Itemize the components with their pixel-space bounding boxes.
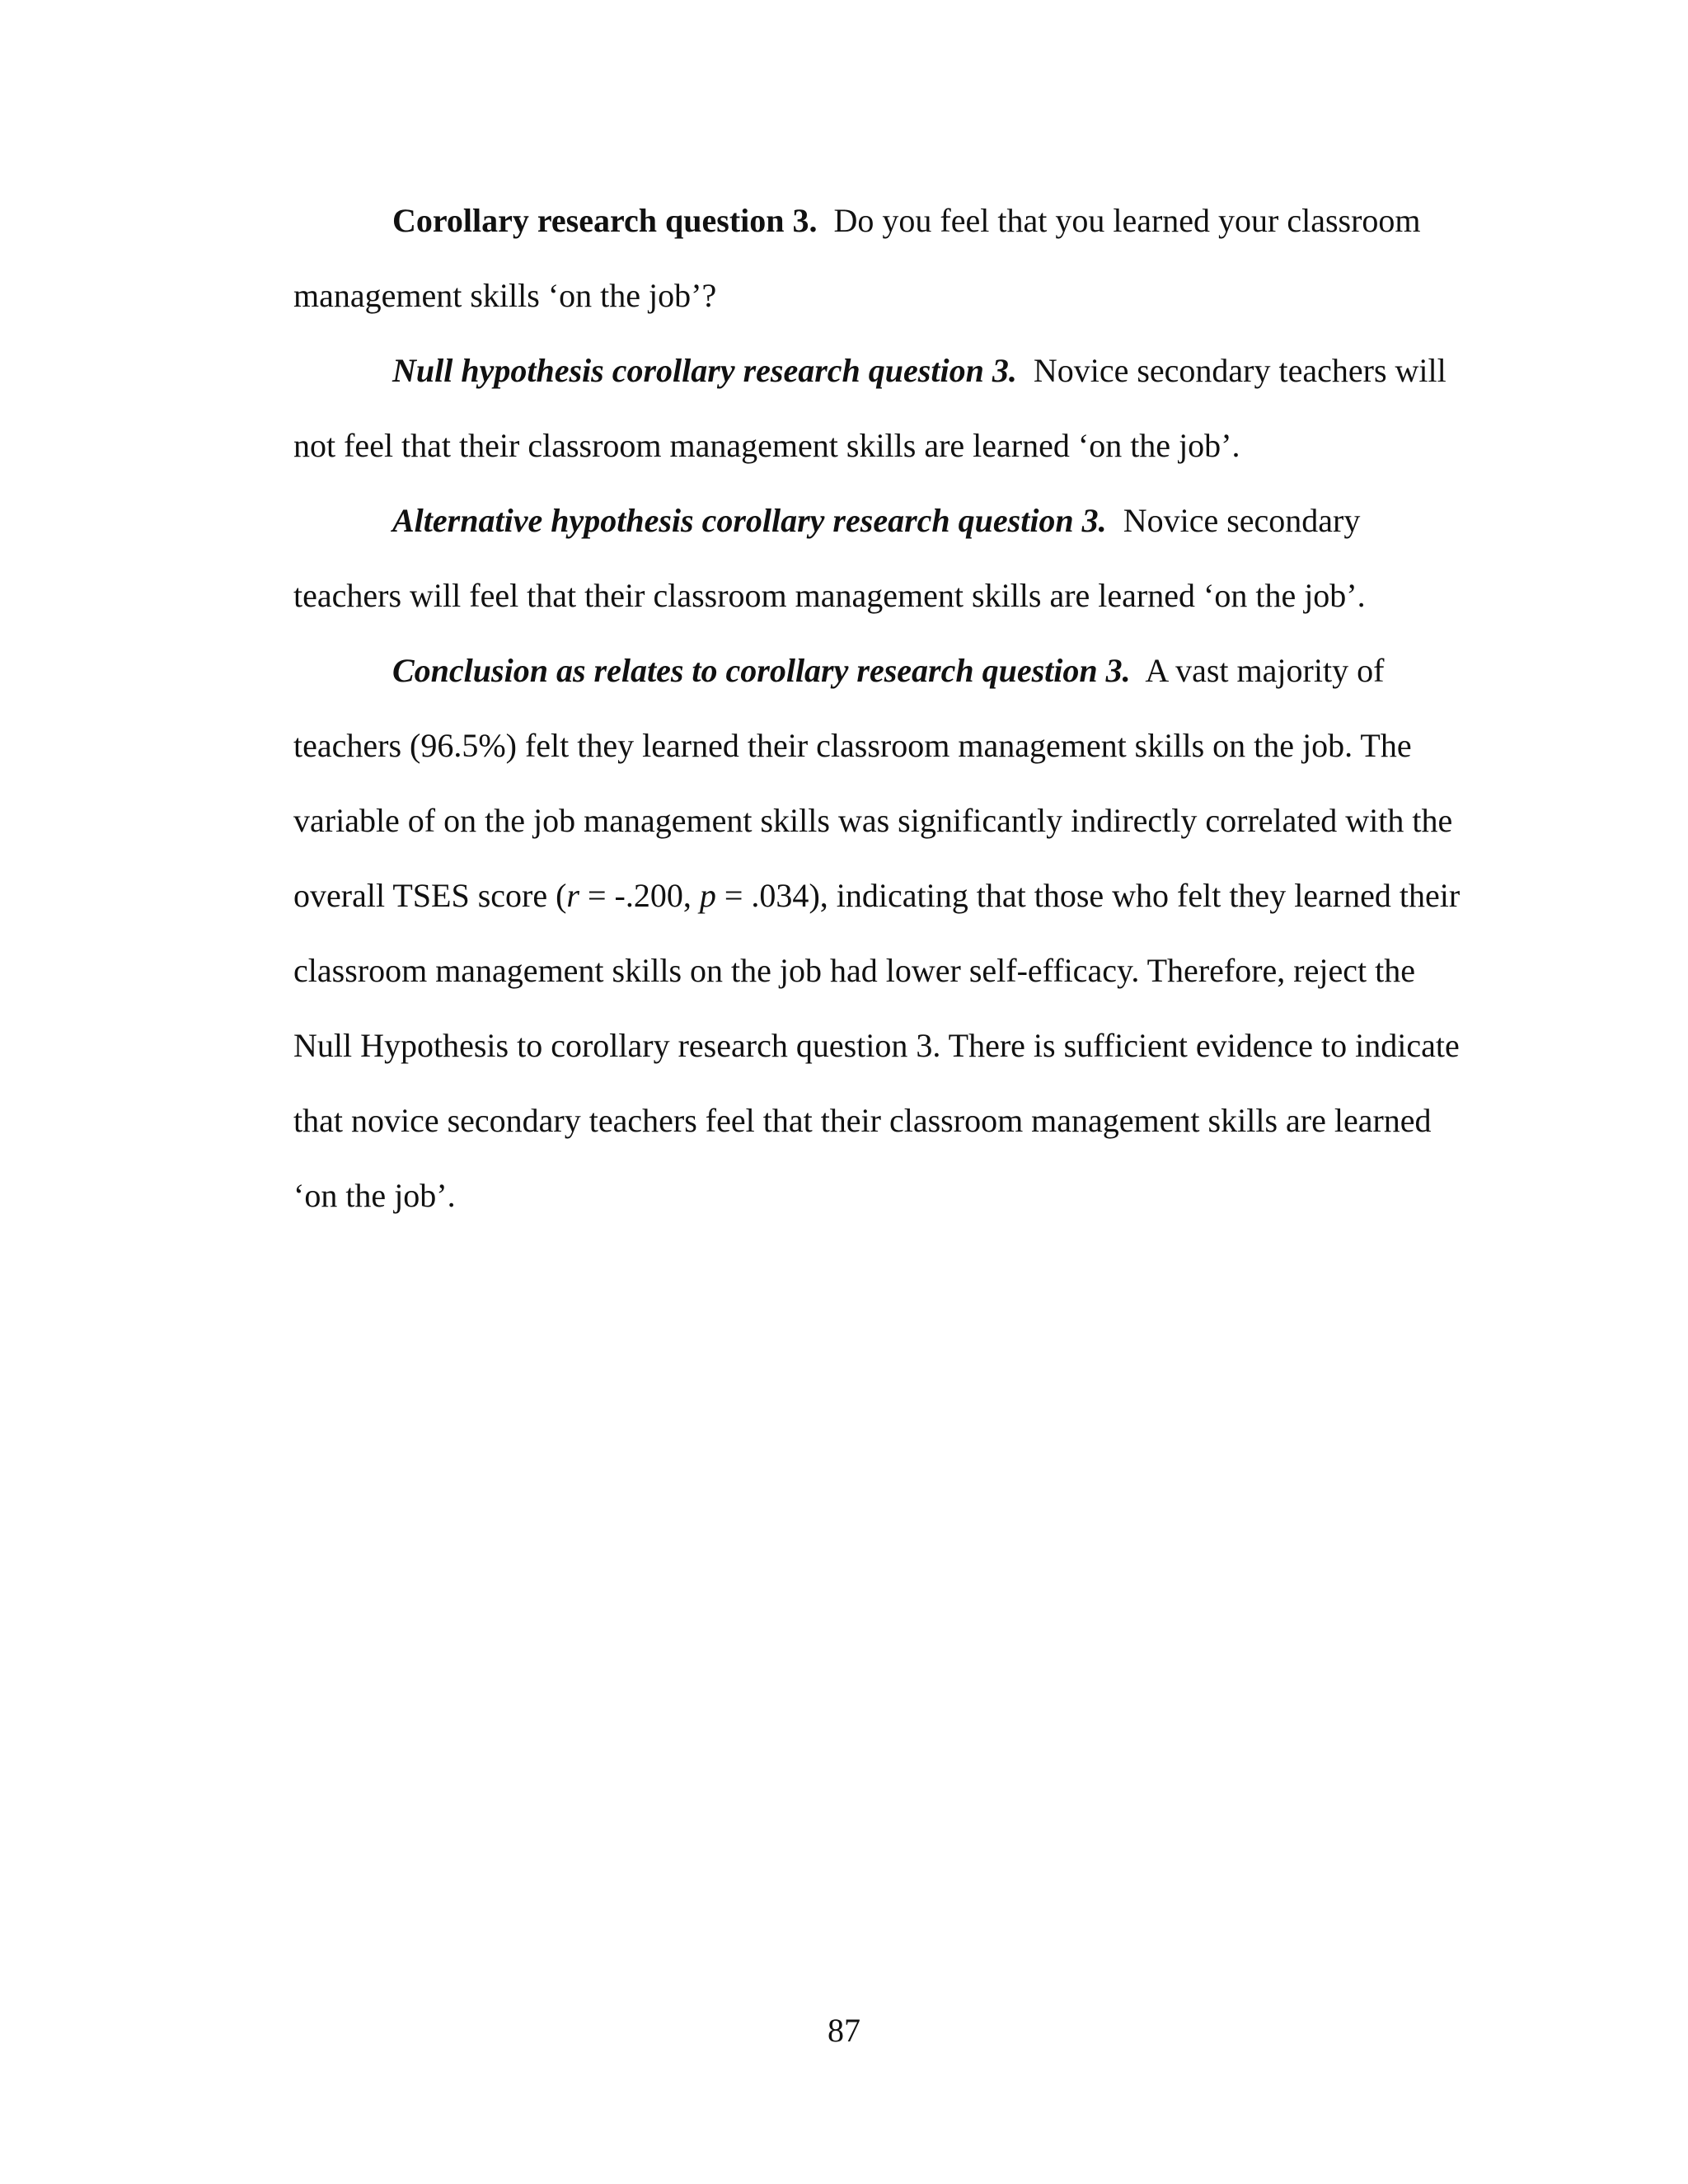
null-hypothesis-paragraph: [293, 333, 1464, 483]
alternative-hypothesis-text: Novice secondary teachers will feel that their classroom management skills are learned ‘on the job’.: [293, 502, 1366, 614]
conclusion-heading: Conclusion as relates to corollary research question 3.: [392, 652, 1131, 689]
stat-p-value: = .034: [715, 877, 809, 914]
research-question-heading: Corollary research question 3.: [392, 202, 818, 239]
document-body: [293, 183, 1464, 1233]
stat-r-symbol: r: [566, 877, 579, 914]
conclusion-text-part-2: ), indicating that those who felt they learned their classroom management skills on the job had lower self-efficacy. Therefore, reject the Null Hypothesis to corollary research question 3. There is sufficient evidence to indicate that novice secondary teachers feel that their classroom management skills are learned ‘on the job’.: [293, 877, 1461, 1214]
page-number: 87: [828, 2012, 860, 2049]
stat-p-symbol: p: [699, 877, 716, 914]
conclusion-text-part-1: A vast majority of teachers (96.5%) felt they learned their classroom management skills on the job. The variable of on the job management skills was significantly indirectly correlated with the overall TSES score (: [293, 652, 1453, 914]
conclusion-paragraph: [293, 633, 1464, 1233]
alternative-hypothesis-heading: Alternative hypothesis corollary research question 3.: [392, 502, 1107, 539]
alternative-hypothesis-paragraph: [293, 483, 1464, 633]
null-hypothesis-text: Novice secondary teachers will not feel that their classroom management skills are learned ‘on the job’.: [293, 352, 1447, 464]
stat-r-value: = -.200,: [579, 877, 700, 914]
research-question-text: Do you feel that you learned your classroom management skills ‘on the job’?: [293, 202, 1421, 314]
null-hypothesis-heading: Null hypothesis corollary research question 3.: [392, 352, 1017, 389]
research-question-paragraph: [293, 183, 1464, 333]
